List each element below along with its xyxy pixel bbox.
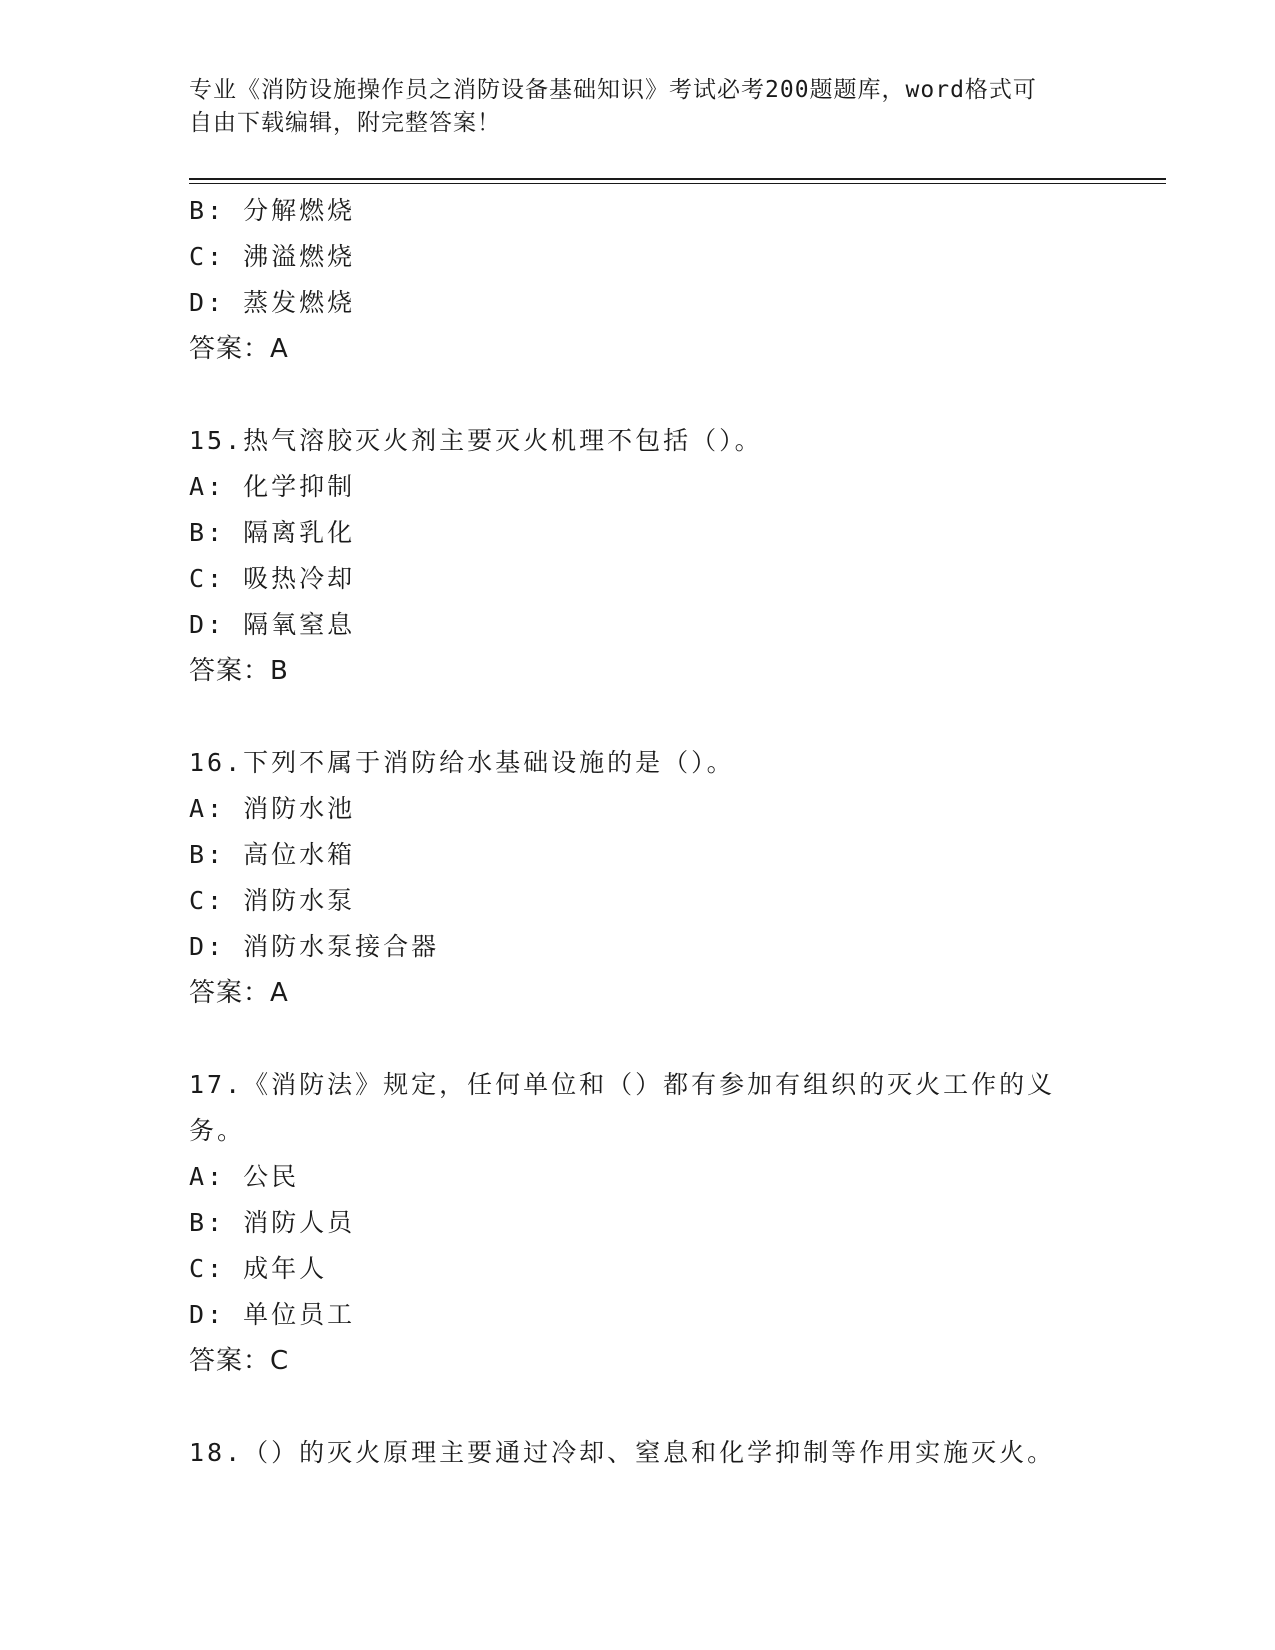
option-d: D: 蒸发燃烧 [189,288,356,317]
question-text: 15.热气溶胶灭火剂主要灭火机理不包括（）。 [189,426,763,455]
question-text-line-2: 务。 [189,1116,246,1145]
option-c: C: 消防水泵 [189,886,356,915]
header-title-line-2: 自由下载编辑，附完整答案！ [189,110,501,136]
option-c: C: 成年人 [189,1254,328,1283]
answer-line: 答案：B [189,656,289,686]
option-c: C: 沸溢燃烧 [189,242,356,271]
option-c: C: 吸热冷却 [189,564,356,593]
question-17 [189,1062,1099,1384]
option-d: D: 隔氧窒息 [189,610,356,639]
document-header [189,74,1089,140]
question-16 [189,740,1099,1016]
option-a: A: 消防水池 [189,794,356,823]
question-text: 18.（）的灭火原理主要通过冷却、窒息和化学抑制等作用实施灭火。 [189,1438,1056,1467]
option-d: D: 消防水泵接合器 [189,932,440,961]
header-title-line-1: 专业《消防设施操作员之消防设备基础知识》考试必考200题题库，word格式可 [189,77,1037,103]
option-a: A: 公民 [189,1162,300,1191]
question-text-line-1: 17.《消防法》规定，任何单位和（）都有参加有组织的灭火工作的义 [189,1070,1056,1099]
answer-line: 答案：C [189,1346,290,1376]
answer-line: 答案：A [189,334,289,364]
answer-line: 答案：A [189,978,289,1008]
option-b: B: 隔离乳化 [189,518,356,547]
option-b: B: 高位水箱 [189,840,356,869]
option-b: B: 分解燃烧 [189,196,356,225]
header-divider-thin [189,183,1166,184]
option-a: A: 化学抑制 [189,472,356,501]
question-list [189,188,1099,1476]
header-divider-thick [189,178,1166,180]
question-18 [189,1430,1099,1476]
question-14-tail [189,188,1099,372]
option-b: B: 消防人员 [189,1208,356,1237]
option-d: D: 单位员工 [189,1300,356,1329]
question-text: 16.下列不属于消防给水基础设施的是（）。 [189,748,735,777]
question-15 [189,418,1099,694]
